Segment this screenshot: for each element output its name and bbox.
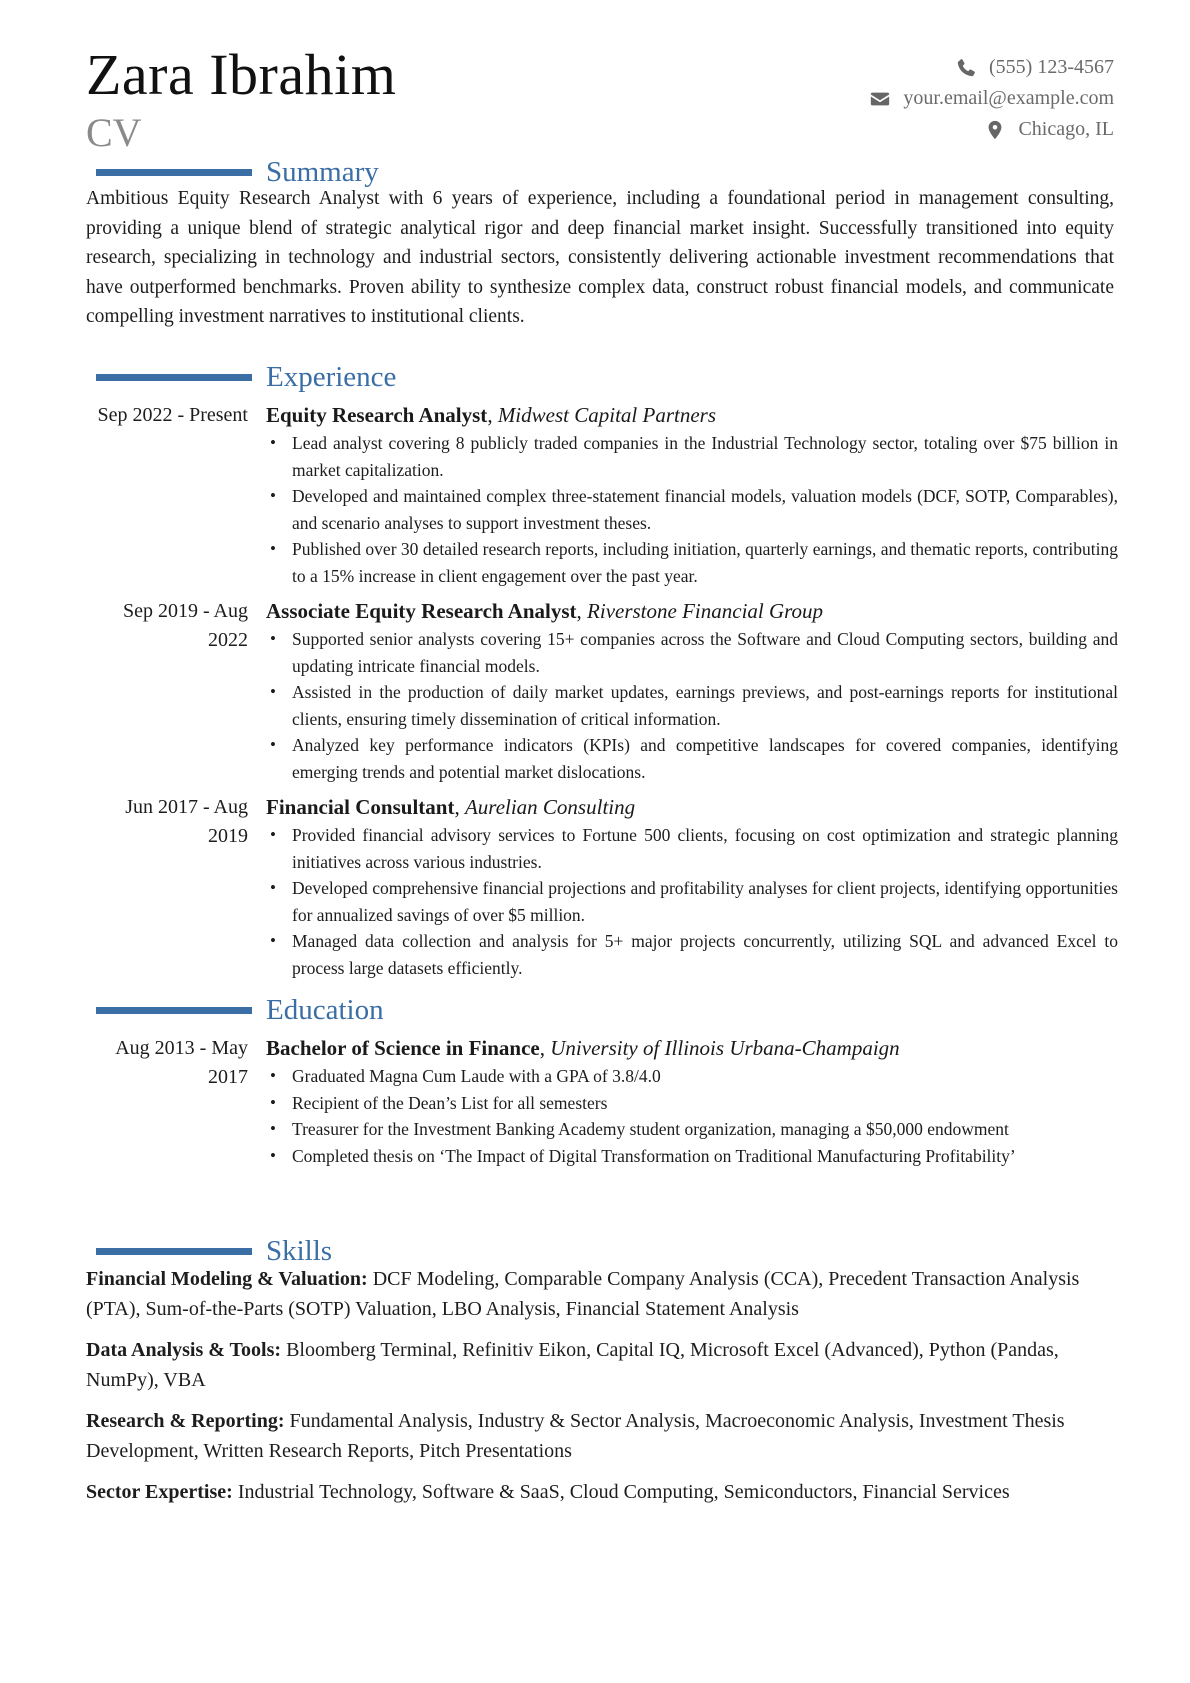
entry-degree: Bachelor of Science in Finance [266,1036,540,1060]
list-item: • Provided financial advisory services to Fortune 500 clients, focusing on cost optimization and strategic planning initiatives across various industries. [266,822,1118,875]
section-accent-bar [96,169,252,176]
entry-role: Equity Research Analyst [266,403,488,427]
list-item: • Developed comprehensive financial projections and profitability analyses for client projects, identifying opportunities for annualized savings of over $5 million. [266,875,1118,928]
list-item: • Treasurer for the Investment Banking Academy student organization, managing a $50,000 endowment [266,1116,1118,1143]
phone-icon [955,57,977,79]
envelope-icon [869,88,891,110]
list-item: • Completed thesis on ‘The Impact of Digital Transformation on Traditional Manufacturing Profitability’ [266,1143,1118,1170]
entry-organization: Aurelian Consulting [464,795,636,819]
section-title: Education [266,994,384,1026]
phone-text: (555) 123-4567 [989,56,1114,78]
section-title: Experience [266,361,397,393]
contact-email[interactable] [734,83,1114,114]
education-section-header [96,991,1096,1031]
list-item: • Graduated Magna Cum Laude with a GPA of 3.8/4.0 [266,1063,1118,1090]
list-item: • Supported senior analysts covering 15+ companies across the Software and Cloud Computing sectors, building and updating intricate financial models. [266,626,1118,679]
candidate-name: Zara Ibrahim [86,42,397,107]
skill-category: Data Analysis & Tools: [86,1339,282,1361]
section-accent-bar [96,1248,252,1255]
skill-row [86,1336,1116,1395]
list-item: • Analyzed key performance indicators (KPIs) and competitive landscapes for covered companies, identifying emerging trends and potential market dislocations. [266,732,1118,785]
skill-items: DCF Modeling, Comparable Company Analysis (CCA), Precedent Transaction Analysis (PTA), Sum-of-the-Parts (SOTP) Valuation, LBO Analysis, Financial Statement Analysis [86,1268,1080,1320]
email-text: your.email@example.com [903,87,1114,109]
entry-date: Aug 2013 - May 2017 [115,1037,248,1088]
list-item: • Lead analyst covering 8 publicly traded companies in the Industrial Technology sector, totaling over $75 billion in market capitalization. [266,430,1118,483]
entry-bullets [266,1063,1118,1169]
entry-date: Jun 2017 - Aug 2019 [125,796,248,847]
document-type-label: CV [86,110,142,155]
skill-items: Industrial Technology, Software & SaaS, Cloud Computing, Semiconductors, Financial Services [237,1481,1010,1503]
list-item: • Developed and maintained complex three-statement financial models, valuation models (DCF, SOTP, Comparables), and scenario analyses to support investment theses. [266,483,1118,536]
skill-items: Bloomberg Terminal, Refinitiv Eikon, Capital IQ, Microsoft Excel (Advanced), Python (Pandas, NumPy), VBA [86,1339,1059,1391]
skill-items: Fundamental Analysis, Industry & Sector Analysis, Macroeconomic Analysis, Investment Thesis Development, Written Research Reports, Pitch Presentations [86,1410,1065,1462]
entry-role: Associate Equity Research Analyst [266,599,577,623]
cv-page: Zara Ibrahim CV (555) 123-4567 your.email@example.com Chicago, IL Summary Ambitious Equity Research Analyst with 6 years of experience, including a foundational period in management consulting, providing a unique blend of strategic analytical rigor and deep financial market insight. Successfully transitioned into equity research, specializing in technology and industrial sectors, consistently delivering actionable investment recommendations that have outperformed benchmarks. Proven ability to synthesize complex data, construct robust financial models, and communicate compelling investment narratives to institutional clients. Experience Sep 2022 - Present Equity Research Analyst, Midwest Capital Partners • Lead analyst covering 8 publicly traded companies in the Industrial Technology sector, totaling over $75 billion in market capitalization. • Developed and maintained complex three-statement financial models, valuation models (DCF, SOTP, Comparables), and scenario analyses to support investment theses. • Published over 30 detailed research reports, including initiation, quarterly earnings, and thematic reports, contributing to a 15% increase in client engagement over the past year. Sep 2019 - Aug 2022 Associate Equity Research Analyst, Riverstone Financial Group • Supported senior analysts covering 15+ companies across the Software and Cloud Computing sectors, building and updating intricate financial models. • Assisted in the production of daily market updates, earnings previews, and post-earnings reports for institutional clients, ensuring timely dissemination of critical information. • Analyzed key performance indicators (KPIs) and competitive landscapes for covered companies, identifying emerging trends and potential market dislocations. Jun 2017 - Aug 2019 Financial Consultant, Aurelian Consulting • Provided financial advisory services to Fortune 500 clients, focusing on cost optimization and strategic planning initiatives across various industries. • Developed comprehensive financial projections and profitability analyses for client projects, identifying opportunities for annualized savings of over $5 million. • Managed data collection and analysis for 5+ major projects concurrently, utilizing SQL and advanced Excel to process large datasets efficiently. Education Aug 2013 - May 2017 Bachelor of Science in Finance, University of Illinois Urbana-Champaign • Graduated Magna Cum Laude with a GPA of 3.8/4.0 • Recipient of the Dean’s List for all semesters • Treasurer for the Investment Banking Academy student organization, managing a $50,000 endowment • Completed thesis on ‘The Impact of Digital Transformation on Traditional Manufacturing Profitability’ Skills Financial Modeling & Valuation: DCF Modeling, Comparable Company Analysis (CCA), Precedent Transaction Analysis (PTA), Sum-of-the-Parts (SOTP) Valuation, LBO Analysis, Financial Statement Analysis Data Analysis & Tools: Bloomberg Terminal, Refinitiv Eikon, Capital IQ, Microsoft Excel (Advanced), Python (Pandas, NumPy), VBA Research & Reporting: Fundamental Analysis, Industry & Sector Analysis, Macroeconomic Analysis, Investment Thesis Development, Written Research Reports, Pitch Presentations Sector Expertise: Industrial Technology, Software & SaaS, Cloud Computing, Semiconductors, Financial Services [0,0,1190,1683]
entry-date: Sep 2019 - Aug 2022 [123,600,248,651]
entry-institution: University of Illinois Urbana-Champaign [550,1036,900,1060]
entry-role: Financial Consultant [266,795,455,819]
list-item: • Managed data collection and analysis for 5+ major projects concurrently, utilizing SQL and advanced Excel to process large datasets efficiently. [266,928,1118,981]
entry-date: Sep 2022 - Present [97,404,248,426]
contact-phone[interactable] [734,52,1114,83]
list-item: • Recipient of the Dean’s List for all semesters [266,1090,1118,1117]
experience-section-header [96,358,1096,398]
entry-bullets [266,626,1118,785]
section-title: Summary [266,156,379,188]
contact-location [734,114,1114,145]
entry-bullets [266,822,1118,981]
contact-block [734,52,1114,145]
skill-category: Research & Reporting: [86,1410,285,1432]
location-pin-icon [984,119,1006,141]
skill-row [86,1478,1116,1508]
section-accent-bar [96,374,252,381]
location-text: Chicago, IL [1018,118,1114,140]
skills-list [86,1265,1116,1520]
summary-paragraph: Ambitious Equity Research Analyst with 6 years of experience, including a foundational period in management consulting, providing a unique blend of strategic analytical rigor and deep financial market insight. Successfully transitioned into equity research, specializing in technology and industrial sectors, consistently delivering actionable investment recommendations that have outperformed benchmarks. Proven ability to synthesize complex data, construct robust financial models, and communicate compelling investment narratives to institutional clients. [86,188,1114,327]
section-title: Skills [266,1235,333,1267]
list-item: • Assisted in the production of daily market updates, earnings previews, and post-earnings reports for institutional clients, ensuring timely dissemination of critical information. [266,679,1118,732]
skill-row [86,1407,1116,1466]
section-accent-bar [96,1007,252,1014]
skill-row [86,1265,1116,1324]
skill-category: Sector Expertise: [86,1481,233,1503]
entry-bullets [266,430,1118,589]
list-item: • Published over 30 detailed research reports, including initiation, quarterly earnings, and thematic reports, contributing to a 15% increase in client engagement over the past year. [266,536,1118,589]
entry-organization: Riverstone Financial Group [587,599,824,623]
entry-organization: Midwest Capital Partners [497,403,716,427]
skill-category: Financial Modeling & Valuation: [86,1268,368,1290]
